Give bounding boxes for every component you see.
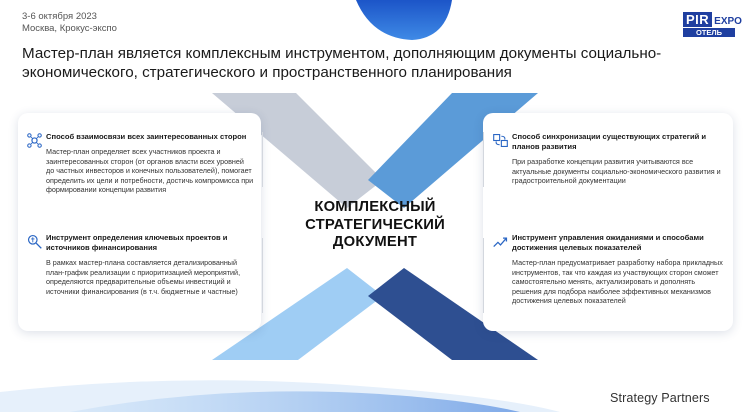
- event-info: [22, 11, 117, 35]
- section-target: [492, 233, 726, 306]
- section-text: Мастер-план определяет всех участников проекта и заинтересованных сторон (от органов власти всех уровней до частных инвесторов и конечных пользователей), помогает определить их цели и потребности, достичь компромисса при формировании концепции развития: [46, 147, 254, 194]
- section-text: В рамках мастер-плана составляется детализированный план-график реализации с приоритизацией мероприятий, определяются предварительные объемы инвестиций и источники финансирования (в т.ч. бюджетные и частные): [46, 258, 241, 296]
- logo-secondary: EXPO: [714, 16, 742, 27]
- top-decor-shape: [356, 0, 452, 40]
- footer-brand: Strategy Partners: [610, 391, 710, 405]
- section-financing: [26, 233, 254, 296]
- section-title: Инструмент определения ключевых проектов и источников финансирования: [46, 233, 228, 252]
- event-date: 3-6 октября 2023: [22, 11, 97, 22]
- event-location: Москва, Крокус-экспо: [22, 23, 117, 34]
- section-title: Способ синхронизации существующих стратегий и планов развития: [512, 132, 707, 151]
- stakeholders-icon: [26, 132, 46, 195]
- section-title: Способ взаимосвязи всех заинтересованных сторон: [46, 132, 247, 141]
- center-label: КОМПЛЕКСНЫЙ СТРАТЕГИЧЕСКИЙ ДОКУМЕНТ: [305, 199, 445, 250]
- divider-top-left: [262, 132, 263, 187]
- logo-main: PIR: [683, 12, 712, 27]
- page-title: Мастер-план является комплексным инструментом, дополняющим документы социально-экономического, стратегического и пространственного планирования: [22, 45, 662, 81]
- target-icon: [492, 233, 512, 306]
- divider-bottom-left: [262, 238, 263, 313]
- section-title: Инструмент управления ожиданиями и способами достижения целевых показателей: [512, 233, 704, 252]
- divider-bottom-right: [483, 238, 484, 313]
- section-stakeholders: [26, 132, 254, 195]
- financing-icon: [26, 233, 46, 296]
- sync-icon: [492, 132, 512, 186]
- divider-top-right: [483, 132, 484, 187]
- pir-expo-logo: [683, 12, 742, 37]
- section-text: Мастер-план предусматривает разработку набора прикладных инструментов, так что каждая из участвующих сторон сможет самостоятельно менять, актуализировать и дополнять решения для подбора наиболее эффективных механизмов достижения целевых показателей: [512, 258, 723, 305]
- section-text: При разработке концепции развития учитываются все актуальные документы социально-экономического развития и градостроительной документации: [512, 157, 721, 185]
- section-sync: [492, 132, 726, 186]
- logo-subtitle: ОТЕЛЬ: [683, 28, 735, 37]
